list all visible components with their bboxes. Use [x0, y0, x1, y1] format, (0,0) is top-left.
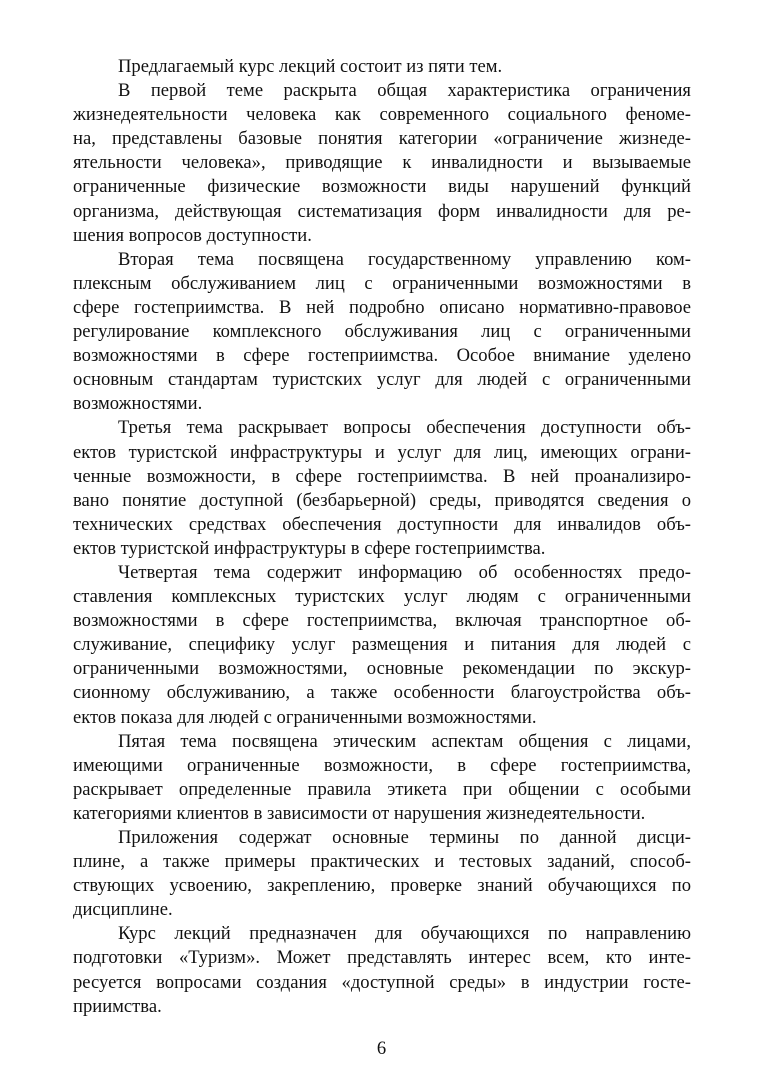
text-line: Вторая тема посвящена государственному управлению ком- — [118, 248, 691, 270]
text-line: возможностями. — [73, 393, 203, 415]
text-line: организма, действующая систематизация форм инвалидности для ре- — [73, 200, 691, 222]
text-line: ресуется вопросами создания «доступной среды» в индустрии госте- — [73, 971, 691, 993]
text-line: Предлагаемый курс лекций состоит из пяти тем. — [118, 56, 503, 77]
text-line: служивание, специфику услуг размещения и питания для людей с — [73, 634, 691, 656]
paragraph-topic-5 — [73, 730, 691, 826]
paragraph-intro — [73, 55, 691, 79]
paragraph-topic-2 — [73, 248, 691, 417]
document-body — [73, 55, 691, 1019]
paragraph-audience — [73, 922, 691, 1018]
text-line: раскрывает определенные правила этикета при общении с особыми — [73, 778, 691, 800]
text-line: ектов показа для людей с ограниченными возможностями. — [73, 706, 537, 728]
text-line: категориями клиентов в зависимости от нарушения жизнедеятельности. — [73, 802, 646, 824]
text-line: сфере гостеприимства. В ней подробно описано нормативно-правовое — [73, 296, 691, 318]
text-line: возможностями в сфере гостеприимства, включая транспортное об- — [73, 610, 691, 632]
text-line: плексным обслуживанием лиц с ограниченными возможностями в — [73, 272, 691, 294]
text-line: ствующих усвоению, закреплению, проверке знаний обучающихся по — [73, 875, 691, 897]
text-line: ектов туристской инфраструктуры и услуг для лиц, имеющих ограни- — [73, 441, 691, 463]
text-line: приимства. — [73, 995, 162, 1017]
text-line: Третья тема раскрывает вопросы обеспечения доступности объ- — [118, 417, 691, 439]
text-line: ченные возможности, в сфере гостеприимства. В ней проанализиро- — [73, 465, 691, 487]
text-line: технических средствах обеспечения доступности для инвалидов объ- — [73, 513, 691, 535]
text-line: плине, а также примеры практических и тестовых заданий, способ- — [73, 851, 691, 873]
text-line: вано понятие доступной (безбарьерной) среды, приводятся сведения о — [73, 489, 691, 511]
text-line: подготовки «Туризм». Может представлять интерес всем, кто инте- — [73, 947, 691, 969]
text-line: на, представлены базовые понятия категории «ограничение жизнеде- — [73, 128, 691, 150]
text-line: ставления комплексных туристских услуг людям с ограниченными — [73, 586, 691, 608]
text-line: ограниченными возможностями, основные рекомендации по экскур- — [73, 658, 691, 680]
text-line: имеющими ограниченные возможности, в сфере гостеприимства, — [73, 754, 691, 776]
text-line: В первой теме раскрыта общая характеристика ограничения — [118, 80, 691, 102]
text-line: Курс лекций предназначен для обучающихся по направлению — [118, 923, 691, 945]
text-line: возможностями в сфере гостеприимства. Особое внимание уделено — [73, 345, 691, 367]
paragraph-topic-4 — [73, 561, 691, 730]
text-line: ограниченные физические возможности виды нарушений функций — [73, 176, 691, 198]
text-line: шения вопросов доступности. — [73, 224, 312, 246]
paragraph-topic-1 — [73, 79, 691, 248]
text-line: регулирование комплексного обслуживания лиц с ограниченными — [73, 321, 691, 343]
text-line: дисциплине. — [73, 899, 173, 921]
paragraph-topic-3 — [73, 416, 691, 561]
page-number: 6 — [376, 1038, 387, 1059]
text-line: Приложения содержат основные термины по данной дисци- — [118, 827, 691, 848]
text-line: сионному обслуживанию, а также особенности благоустройства объ- — [73, 682, 691, 704]
text-line: ятельности человека», приводящие к инвалидности и вызываемые — [73, 152, 691, 174]
text-line: Пятая тема посвящена этическим аспектам общения с лицами, — [118, 730, 691, 752]
text-line: ектов туристской инфраструктуры в сфере гостеприимства. — [73, 537, 546, 559]
paragraph-appendices — [73, 826, 691, 922]
text-line: Четвертая тема содержит информацию об особенностях предо- — [118, 561, 691, 583]
text-line: основным стандартам туристских услуг для людей с ограниченными — [73, 369, 691, 391]
text-line: жизнедеятельности человека как современного социального феноме- — [73, 104, 691, 126]
